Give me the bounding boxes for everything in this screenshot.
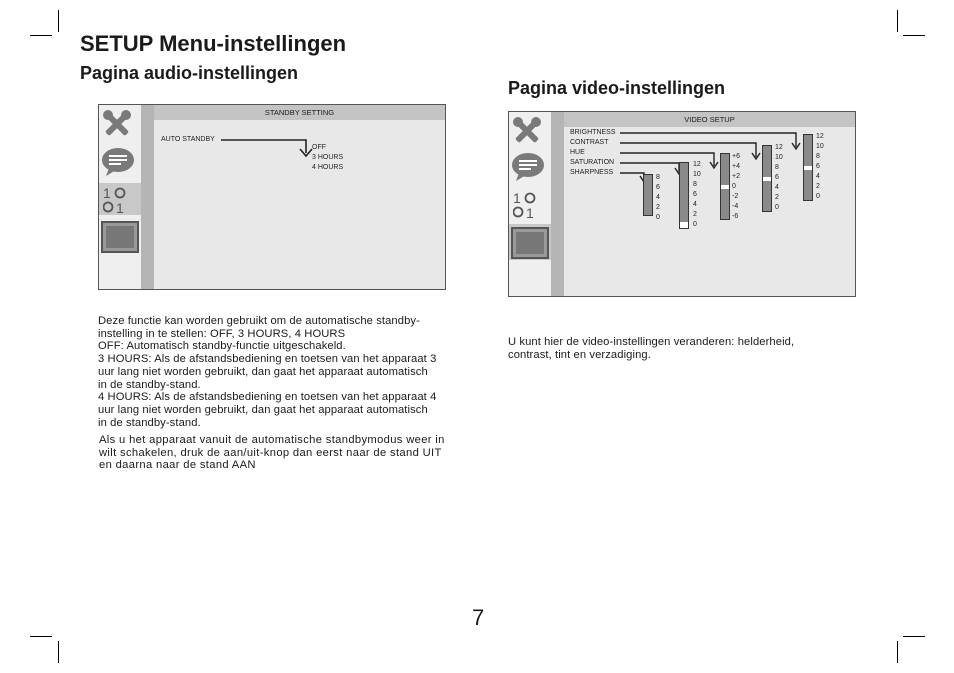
osd-divider [551, 112, 564, 296]
crop-mark [897, 10, 898, 32]
page-title: SETUP Menu-instellingen [80, 31, 347, 56]
scale-tick: 2 [693, 211, 697, 218]
video-description [508, 336, 794, 361]
scale-tick: 0 [693, 221, 697, 228]
audio-note [99, 434, 445, 472]
option-off: OFF [312, 144, 326, 151]
item-saturation: SATURATION [570, 159, 615, 166]
item-brightness: BRIGHTNESS [570, 129, 616, 136]
arrow-icon [219, 135, 315, 159]
scale-tick: -2 [732, 193, 739, 200]
scale-tick: 2 [656, 204, 660, 211]
crop-mark [30, 636, 52, 637]
sharpness-bar [643, 174, 653, 216]
crop-mark [903, 35, 925, 36]
text-line: OFF: Automatisch standby-functie uitgeschakeld. [98, 340, 346, 353]
text-line: uur lang niet worden gebruikt, dan gaat het apparaat automatisch [98, 365, 428, 378]
video-heading: Pagina video-instellingen [508, 78, 726, 98]
audio-description [98, 315, 436, 429]
level-marker [680, 222, 688, 228]
scale-tick: 12 [693, 161, 701, 168]
osd-icon-column [509, 112, 551, 296]
tools-icon [511, 115, 543, 147]
scale-tick: 0 [775, 204, 779, 211]
scale-tick: 10 [816, 143, 824, 150]
osd-icon-column [99, 105, 141, 289]
scale-tick: 10 [775, 154, 783, 161]
scale-tick: 8 [816, 153, 820, 160]
text-line: wilt schakelen, druk de aan/uit-knop dan eerst naar de stand UIT [99, 446, 442, 459]
scale-tick: +4 [732, 163, 740, 170]
osd-item-list [570, 128, 616, 178]
scale-tick: 6 [775, 174, 779, 181]
contrast-bar [762, 145, 772, 212]
scale-tick: 8 [656, 174, 660, 181]
text-line: U kunt hier de video-instellingen veranderen: helderheid, [508, 336, 795, 348]
scale-tick: 0 [816, 193, 820, 200]
scale-tick: -6 [732, 213, 739, 220]
item-contrast: CONTRAST [570, 139, 609, 146]
scale-tick: 6 [816, 163, 820, 170]
crop-mark [58, 10, 59, 32]
text-line: uur lang niet worden gebruikt, dan gaat het apparaat automatisch [98, 403, 428, 416]
scale-tick: 2 [775, 194, 779, 201]
scale-tick: 0 [656, 214, 660, 221]
text-line: in de standby-stand. [98, 416, 201, 429]
osd-item-auto-standby: AUTO STANDBY [161, 136, 215, 143]
scale-tick: 8 [693, 181, 697, 188]
message-icon [101, 146, 135, 178]
hue-scale [732, 152, 740, 222]
scale-tick: 4 [656, 194, 660, 201]
text-line: 4 HOURS: Als de afstandsbediening en toetsen van het apparaat 4 [98, 391, 437, 404]
scale-tick: 8 [775, 164, 779, 171]
scale-tick: 4 [693, 201, 697, 208]
item-sharpness: SHARPNESS [570, 169, 614, 176]
item-hue: HUE [570, 149, 585, 156]
brightness-scale [816, 132, 824, 202]
text-line: in de standby-stand. [98, 378, 201, 391]
text-line: instelling in te stellen: OFF, 3 HOURS, 4 HOURS [98, 327, 346, 340]
digits-icon [103, 185, 133, 215]
video-setup-screen [508, 111, 856, 297]
scale-tick: 10 [693, 171, 701, 178]
scale-tick: 6 [693, 191, 697, 198]
crop-mark [897, 641, 898, 663]
svg-text:1: 1 [513, 190, 521, 206]
crop-mark [30, 35, 52, 36]
scale-tick: 6 [656, 184, 660, 191]
screen-icon [511, 227, 549, 259]
audio-setup-screen [98, 104, 446, 290]
saturation-scale [693, 160, 701, 230]
tools-icon [101, 108, 133, 140]
osd-options [312, 143, 343, 173]
text-line: Deze functie kan worden gebruikt om de automatische standby- [98, 315, 420, 327]
osd-header: STANDBY SETTING [154, 105, 445, 120]
contrast-scale [775, 143, 783, 213]
scale-tick: 0 [732, 183, 736, 190]
svg-text:1: 1 [526, 205, 534, 220]
text-line: 3 HOURS: Als de afstandsbediening en toetsen van het apparaat 3 [98, 353, 437, 366]
osd-header: VIDEO SETUP [564, 112, 855, 127]
digits-icon [513, 190, 543, 220]
screen-icon [101, 221, 139, 253]
text-line: en daarna naar de stand AAN [99, 459, 256, 472]
audio-heading: Pagina audio-instellingen [80, 63, 299, 83]
hue-bar [720, 153, 730, 220]
saturation-bar [679, 162, 689, 229]
scale-tick: +6 [732, 153, 740, 160]
brightness-bar [803, 134, 813, 201]
scale-tick: 2 [816, 183, 820, 190]
sharpness-scale [656, 173, 660, 223]
scale-tick: +2 [732, 173, 740, 180]
message-icon [511, 151, 545, 183]
scale-tick: 12 [775, 144, 783, 151]
text-line: Als u het apparaat vanuit de automatische standbymodus weer in [99, 434, 445, 446]
option-3-hours: 3 HOURS [312, 154, 344, 161]
crop-mark [903, 636, 925, 637]
svg-text:1: 1 [103, 185, 111, 201]
scale-tick: 4 [816, 173, 820, 180]
scale-tick: 12 [816, 133, 824, 140]
text-line: contrast, tint en verzadiging. [508, 348, 651, 361]
level-marker [721, 185, 729, 189]
level-marker [763, 177, 771, 181]
page-number: 7 [472, 605, 485, 630]
crop-mark [58, 641, 59, 663]
scale-tick: 4 [775, 184, 779, 191]
option-4-hours: 4 HOURS [312, 164, 344, 171]
level-marker [804, 166, 812, 170]
osd-divider [141, 105, 154, 289]
scale-tick: -4 [732, 203, 739, 210]
svg-text:1: 1 [116, 200, 124, 215]
